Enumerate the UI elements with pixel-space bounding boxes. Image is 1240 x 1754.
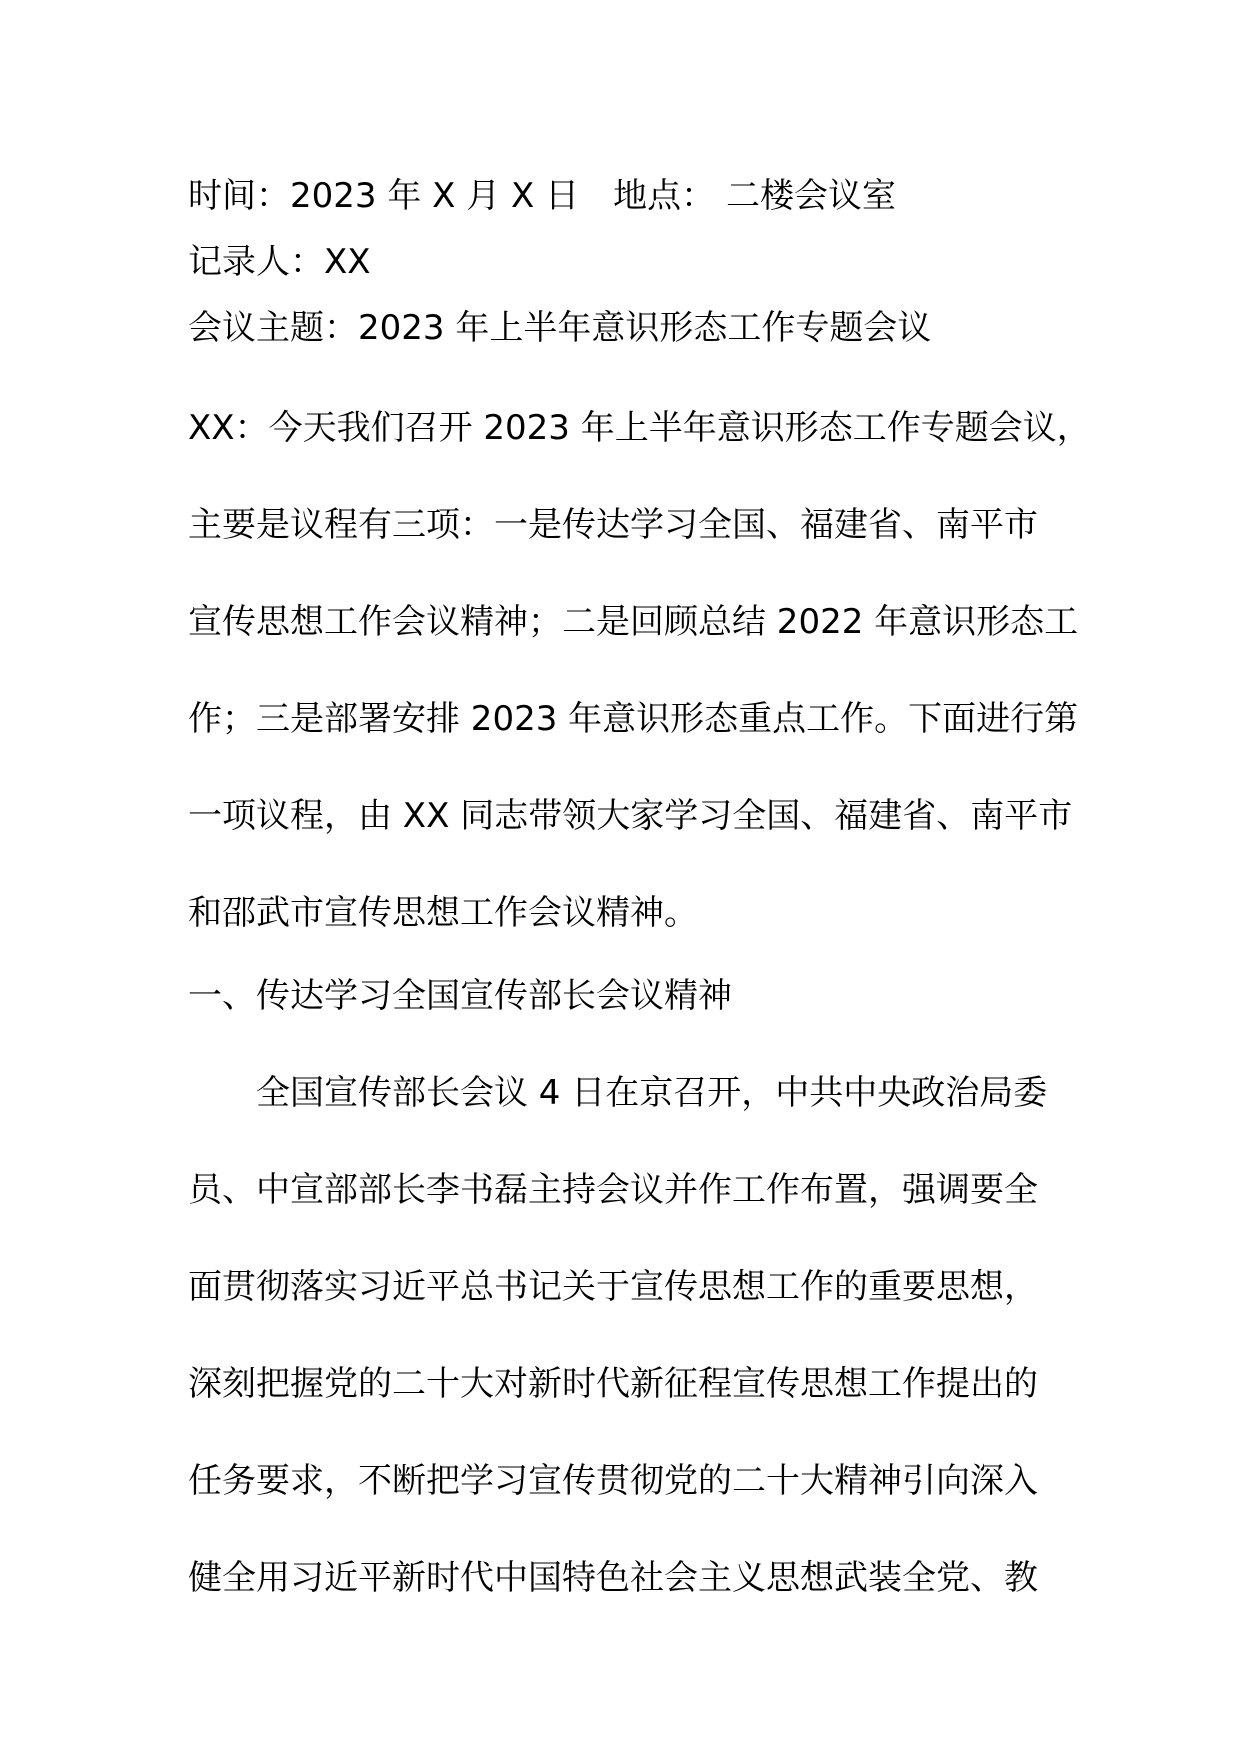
paragraph-line: 全国宣传部长会议 4 日在京召开，中共中央政治局委	[256, 1073, 1048, 1113]
meeting-topic: 会议主题：2023 年上半年意识形态工作专题会议	[188, 308, 932, 348]
paragraph-line: 深刻把握党的二十大对新时代新征程宣传思想工作提出的	[188, 1364, 1038, 1404]
meeting-recorder: 记录人：XX	[188, 242, 371, 282]
opening-line: 作；三是部署安排 2023 年意识形态重点工作。下面进行第	[188, 699, 1079, 739]
paragraph-line: 任务要求，不断把学习宣传贯彻党的二十大精神引向深入	[188, 1461, 1038, 1501]
opening-line: 一项议程，由 XX 同志带领大家学习全国、福建省、南平市	[188, 796, 1073, 836]
paragraph-line: 面贯彻落实习近平总书记关于宣传思想工作的重要思想，	[188, 1267, 1038, 1307]
section-heading: 一、传达学习全国宣传部长会议精神	[188, 976, 732, 1016]
paragraph-line: 员、中宣部部长李书磊主持会议并作工作布置，强调要全	[188, 1170, 1038, 1210]
meeting-time-location: 时间：2023 年 X 月 X 日 地点： 二楼会议室	[188, 176, 896, 216]
paragraph-line: 健全用习近平新时代中国特色社会主义思想武装全党、教	[188, 1558, 1038, 1598]
opening-line: 和邵武市宣传思想工作会议精神。	[188, 893, 698, 933]
opening-line: XX：今天我们召开 2023 年上半年意识形态工作专题会议，	[188, 408, 1091, 448]
opening-line: 主要是议程有三项：一是传达学习全国、福建省、南平市	[188, 505, 1038, 545]
opening-line: 宣传思想工作会议精神；二是回顾总结 2022 年意识形态工	[188, 602, 1079, 642]
